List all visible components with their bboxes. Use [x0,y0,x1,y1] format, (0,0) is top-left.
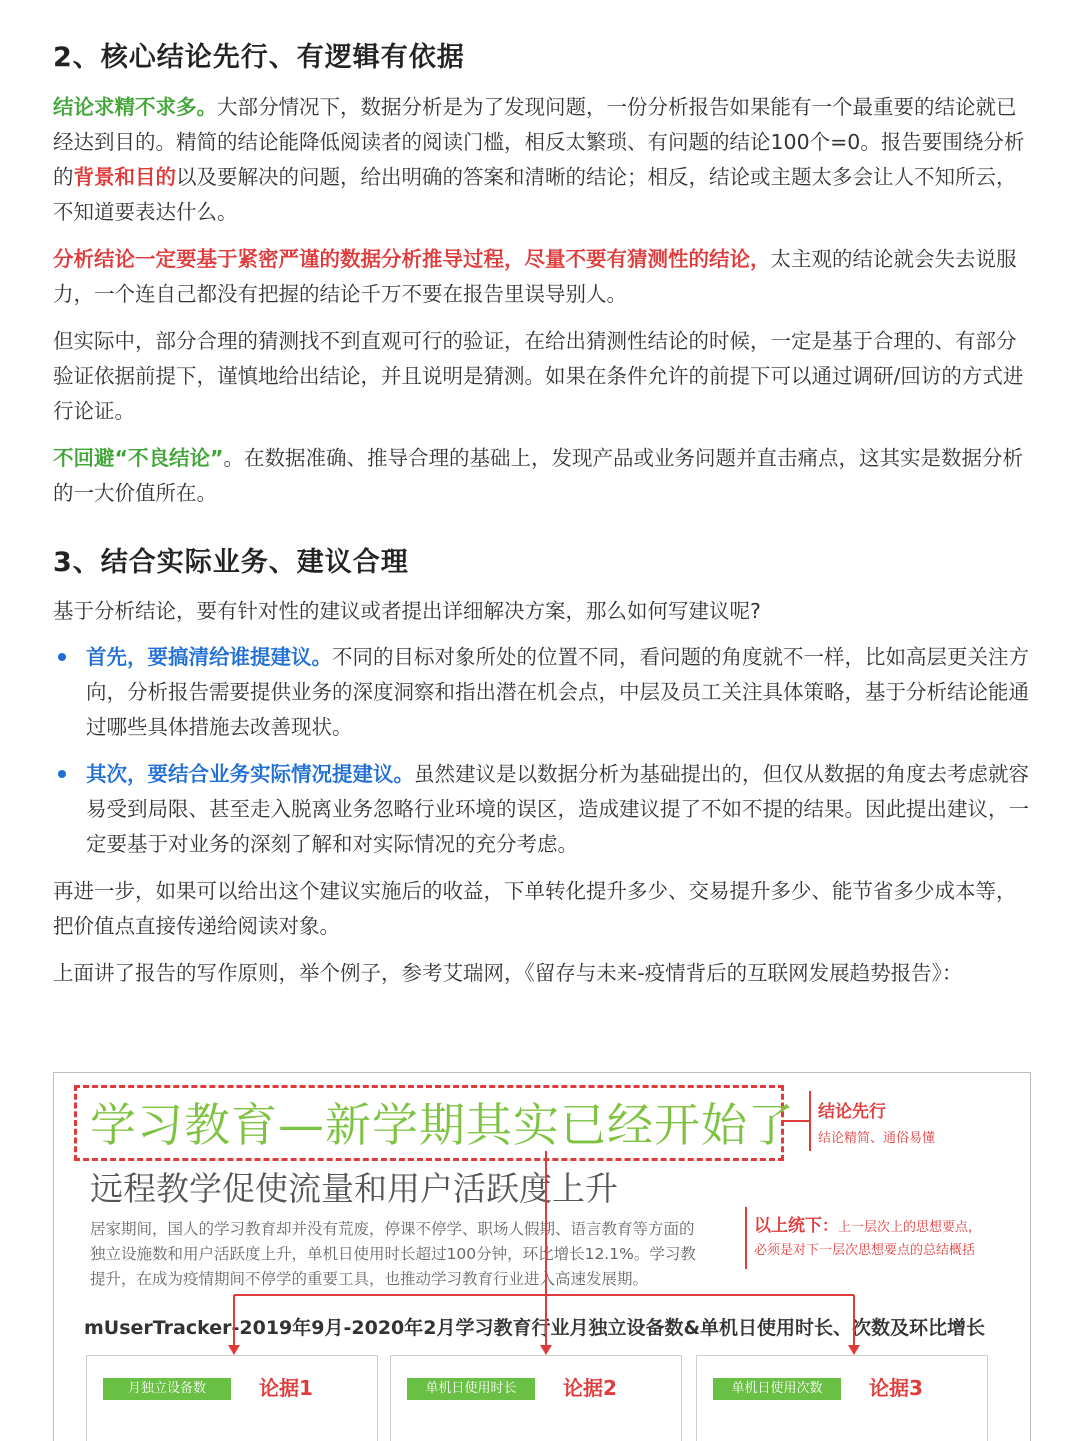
figure-caption: mUserTracker-2019年9月-2020年2月学习教育行业月独立设备数&单机日使用时长、次数及环比增长 [84,1317,986,1339]
paragraph-example-intro: 上面讲了报告的写作原则，举个例子，参考艾瑞网，《留存与未来-疫情背后的互联网发展趋势报告》： [53,961,963,985]
figure-headline: 学习教育—新学期其实已经开始了 [90,1098,795,1152]
annotation-top-down-title: 以上统下 [754,1216,822,1236]
highlight-blue: 其次，要结合业务实际情况提建议。 [86,762,414,786]
evidence-label: 论据2 [563,1376,617,1400]
bullet-item-business [86,757,1031,862]
evidence-tag: 月独立设备数 [103,1378,231,1400]
bullet-dot-icon [58,653,66,661]
figure-body-line: 独立设施数和用户活跃度上升，单机日使用时长超过100分钟，环比增长12.1%。学习教 [90,1245,696,1263]
paragraph-text: 以及要解决的问题，给出明确的答案和清晰的结论；相反，结论或主题太多会让人不知所云，不知道要表达什么。 [53,165,1017,224]
annotation-colon: ： [822,1216,839,1235]
paragraph-bad-conclusion [53,441,1033,511]
annotation-conclusion-first-desc: 结论精简、通俗易懂 [818,1131,936,1146]
paragraph-suggestion-intro: 基于分析结论，要有针对性的建议或者提出详细解决方案，那么如何写建议呢? [53,599,761,623]
annotation-conclusion-first: 结论先行 [818,1102,886,1122]
paragraph-text: 。在数据准确、推导合理的基础上，发现产品或业务问题并直击痛点，这其实是数据分析的一大价值所在。 [53,446,1023,505]
evidence-card-2 [390,1355,682,1441]
highlight-green: 不回避“不良结论” [53,446,224,470]
paragraph-conclusion-concise [53,90,1033,230]
bullet-dot-icon [58,770,66,778]
paragraph-speculation: 但实际中，部分合理的猜测找不到直观可行的验证，在给出猜测性结论的时候，一定是基于合理的、有部分验证依据前提下，谨慎地给出结论，并且说明是猜测。如果在条件允许的前提下可以通过调研/回访的方式进行论证。 [53,329,1024,423]
evidence-card-3 [696,1355,988,1441]
section-2-heading: 2、核心结论先行、有逻辑有依据 [53,42,465,73]
highlight-blue: 首先，要搞清给谁提建议。 [86,645,332,669]
highlight-red: 分析结论一定要基于紧密严谨的数据分析推导过程，尽量不要有猜测性的结论， [53,247,771,271]
annotation-top-down [754,1211,981,1236]
figure-body-line: 提升，在成为疫情期间不停学的重要工具，也推动学习教育行业进入高速发展期。 [90,1270,649,1288]
evidence-label: 论据1 [259,1376,313,1400]
highlight-green: 结论求精不求多。 [53,95,217,119]
paragraph-text: 虽然建议是以数据分析为基础提出的，但仅从数据的角度去考虑就容易受到局限、甚至走入脱离业务忽略行业环境的误区，造成建议提了不如不提的结果。因此提出建议，一定要基于对业务的深刻了解和对实际情况的充分考虑。 [86,762,1029,856]
figure-subheadline: 远程教学促使流量和用户活跃度上升 [90,1169,618,1208]
evidence-card-1 [86,1355,378,1441]
evidence-tag: 单机日使用次数 [713,1378,841,1400]
arrow-down-icon [848,1345,860,1355]
paragraph-benefit: 再进一步，如果可以给出这个建议实施后的收益，下单转化提升多少、交易提升多少、能节省多少成本等，把价值点直接传递给阅读对象。 [53,879,1017,938]
evidence-label: 论据3 [869,1376,923,1400]
evidence-tag: 单机日使用时长 [407,1378,535,1400]
paragraph-text: 不同的目标对象所处的位置不同，看问题的角度就不一样，比如高层更关注方向，分析报告需要提供业务的深度洞察和指出潜在机会点，中层及员工关注具体策略，基于分析结论能通过哪些具体措施去改善现状。 [86,645,1029,739]
arrow-down-icon [228,1345,240,1355]
annotation-top-down-line1: 上一层次上的思想要点， [838,1220,982,1235]
arrow-down-icon [540,1345,552,1355]
paragraph-text: 太主观的结论就会失去说服力，一个连自己都没有把握的结论千万不要在报告里误导别人。 [53,247,1017,306]
paragraph-rigorous-derivation [53,242,1033,312]
section-3-heading: 3、结合实际业务、建议合理 [53,547,409,578]
report-example-figure [53,1072,1031,1441]
figure-body-line: 居家期间，国人的学习教育却并没有荒废，停课不停学、职场人假期、语言教育等方面的 [90,1220,695,1238]
highlight-red: 背景和目的 [73,165,176,189]
bullet-item-audience [86,640,1031,745]
annotation-top-down-line2: 必须是对下一层次思想要点的总结概括 [754,1243,976,1258]
paragraph-text: 大部分情况下，数据分析是为了发现问题，一份分析报告如果能有一个最重要的结论就已经达到目的。精简的结论能降低阅读者的阅读门槛，相反太繁琐、有问题的结论100个=0。报告要围绕分析的 [53,95,1025,189]
